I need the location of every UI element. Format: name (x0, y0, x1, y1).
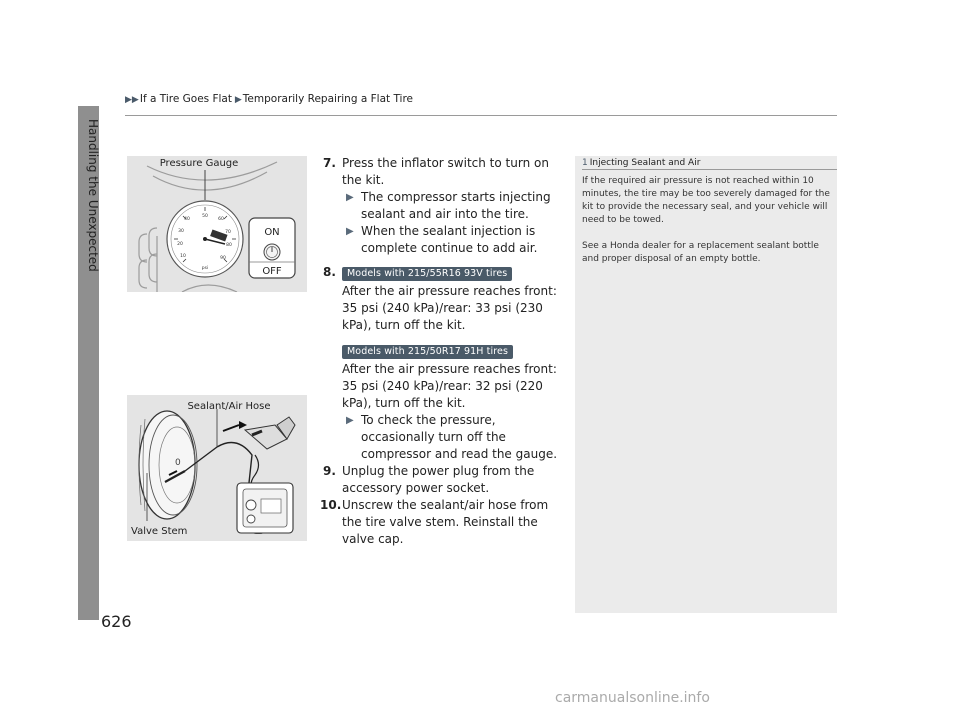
substep-arrow-icon: ▶ (346, 415, 354, 426)
step-text: After the air pressure reaches front: 35 psi (240 kPa)/rear: 33 psi (230 kPa), turn off the kit. (342, 284, 557, 332)
header-divider (125, 115, 837, 116)
valve-stem-caption: Valve Stem (131, 526, 188, 537)
note-body (582, 175, 832, 279)
step-10 (320, 497, 559, 548)
step-substep (323, 189, 559, 223)
gauge-unit-label: psi (201, 266, 209, 271)
breadcrumb-item[interactable]: If a Tire Goes Flat (139, 93, 232, 105)
substep-arrow-icon: ▶ (346, 226, 354, 237)
model-badge: Models with 215/55R16 93V tires (342, 267, 512, 281)
note-marker-icon: 1 (582, 158, 588, 168)
svg-text:50: 50 (202, 214, 208, 219)
model-badge: Models with 215/50R17 91H tires (342, 345, 513, 359)
step-7-detail (323, 189, 559, 257)
breadcrumb-arrow-icon: ▶▶ (125, 95, 139, 105)
svg-text:60: 60 (218, 217, 224, 222)
step-text: Press the inflator switch to turn on the kit. (342, 156, 549, 187)
step-number: 9. (323, 464, 336, 478)
substep-text: To check the pressure, occasionally turn off the compressor and read the gauge. (361, 413, 558, 461)
pressure-gauge-caption: Pressure Gauge (159, 158, 239, 169)
svg-text:20: 20 (177, 242, 183, 247)
svg-text:80: 80 (226, 243, 232, 248)
note-paragraph: See a Honda dealer for a replacement sealant bottle and proper disposal of an empty bottle. (582, 241, 819, 264)
switch-off-label: OFF (262, 266, 282, 277)
switch-on-label: ON (264, 227, 280, 238)
step-number: 8. (323, 265, 336, 279)
step-text: After the air pressure reaches front: 35 psi (240 kPa)/rear: 32 psi (220 kPa), turn off the kit. (342, 362, 557, 410)
step-text: Unplug the power plug from the accessory power socket. (342, 464, 535, 495)
note-divider (582, 169, 837, 170)
figure-inflator-switch (127, 156, 307, 292)
step-8 (323, 264, 559, 463)
inflator-switch-illustration (127, 156, 307, 292)
substep-arrow-icon: ▶ (346, 192, 354, 203)
watermark: carmanualsonline.info (555, 690, 710, 706)
breadcrumb-item[interactable]: Temporarily Repairing a Flat Tire (242, 93, 414, 105)
svg-text:90: 90 (220, 256, 226, 261)
step-substep (323, 223, 559, 257)
note-title-text: Injecting Sealant and Air (589, 158, 701, 168)
step-number: 10. (320, 498, 342, 512)
page-number: 626 (101, 612, 132, 631)
figure-hose-connection (127, 395, 307, 541)
instruction-steps (320, 155, 559, 548)
step-9 (323, 463, 559, 497)
svg-text:10: 10 (180, 254, 186, 259)
note-paragraph: If the required air pressure is not reached within 10 minutes, the tire may be too severely damaged for the kit to provide the necessary seal, and your vehicle will need to be towed. (582, 176, 830, 225)
step-text: Unscrew the sealant/air hose from the tire valve stem. Reinstall the valve cap. (342, 498, 549, 546)
substep-text: The compressor starts injecting sealant and air into the tire. (361, 190, 551, 221)
svg-text:40: 40 (184, 217, 190, 222)
step-number: 7. (323, 156, 336, 170)
svg-text:30: 30 (178, 229, 184, 234)
svg-text:0: 0 (175, 458, 181, 468)
step-7 (323, 155, 559, 189)
note-title (582, 158, 700, 168)
sealant-air-hose-caption: Sealant/Air Hose (187, 401, 271, 412)
breadcrumb (125, 93, 413, 105)
substep-text: When the sealant injection is complete continue to add air. (361, 224, 538, 255)
hose-connection-illustration (127, 395, 307, 541)
breadcrumb-arrow-icon: ▶ (231, 95, 242, 105)
step-substep (323, 412, 559, 463)
svg-text:70: 70 (225, 230, 231, 235)
section-side-label: Handling the Unexpected (86, 119, 100, 272)
